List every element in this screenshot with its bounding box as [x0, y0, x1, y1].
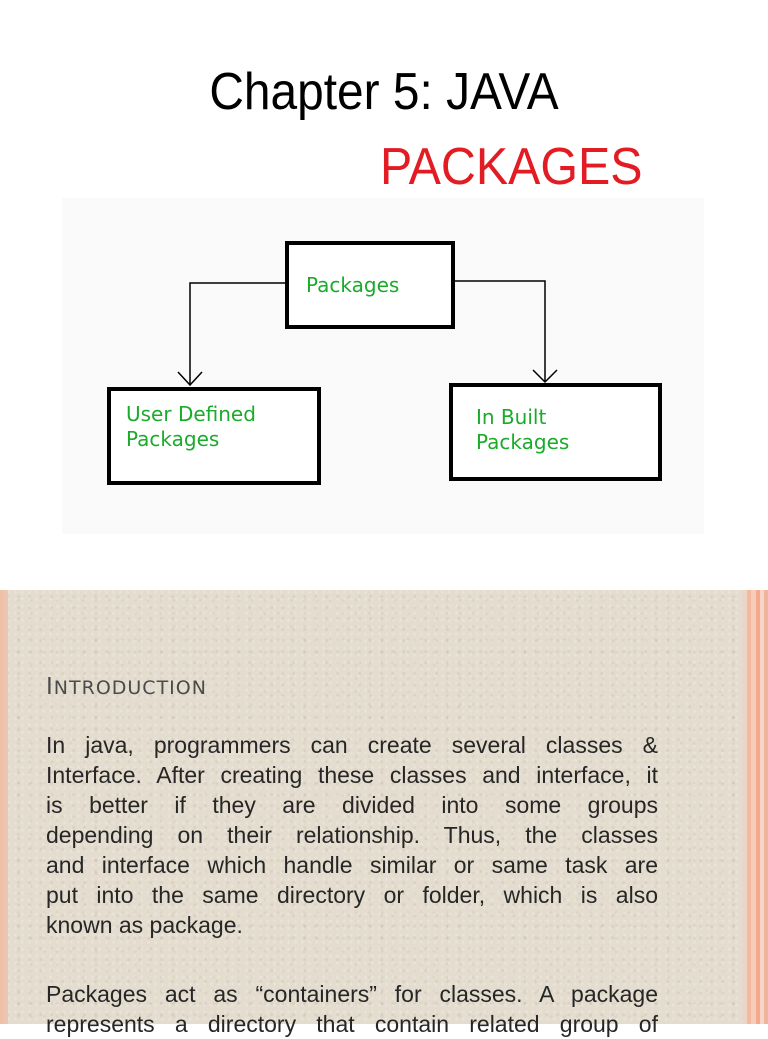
connector-left	[190, 283, 287, 385]
paragraph-line: is better if they are divided into some groups	[46, 792, 658, 818]
slide-title-heading: Chapter 5: JAVA	[209, 63, 559, 121]
intro-paragraph-2	[46, 979, 658, 1039]
diagram-box-label: Packages	[306, 273, 400, 297]
paragraph-line: depending on their relationship. Thus, the classes	[46, 822, 658, 848]
section-heading-rest: NTRODUCTION	[53, 677, 207, 699]
section-heading	[46, 674, 207, 700]
slide-introduction	[0, 590, 768, 1037]
slide-title-subheading: PACKAGES	[380, 138, 643, 196]
paragraph-line: and interface which handle similar or same task are	[46, 852, 658, 878]
slide-left-border	[0, 590, 8, 1024]
paragraph-line: Packages act as “containers” for classes. A package	[46, 981, 658, 1007]
section-heading-initial: I	[46, 674, 54, 700]
paragraph-line: known as package.	[46, 912, 243, 938]
diagram-box-packages	[285, 241, 455, 329]
connector-right	[455, 281, 545, 382]
slide-right-stripes	[742, 590, 768, 1024]
diagram-box-in-built	[449, 383, 662, 481]
diagram-box-label	[126, 402, 256, 452]
paragraph-line: Interface. After creating these classes and interface, it	[46, 762, 658, 788]
paragraph-line: put into the same directory or folder, which is also	[46, 882, 658, 908]
paragraph-line: In java, programmers can create several classes &	[46, 732, 658, 758]
diagram-box-label-line2: Packages	[476, 430, 570, 454]
diagram-box-user-defined	[107, 387, 321, 485]
paragraph-line: represents a directory that contain related group of	[46, 1011, 658, 1037]
intro-paragraph-1	[46, 730, 658, 940]
diagram-box-label-line1: In Built	[476, 405, 547, 429]
diagram-box-label	[476, 405, 569, 455]
diagram-box-label-line2: Packages	[126, 427, 220, 451]
diagram-box-label-line1: User Defined	[126, 402, 256, 426]
